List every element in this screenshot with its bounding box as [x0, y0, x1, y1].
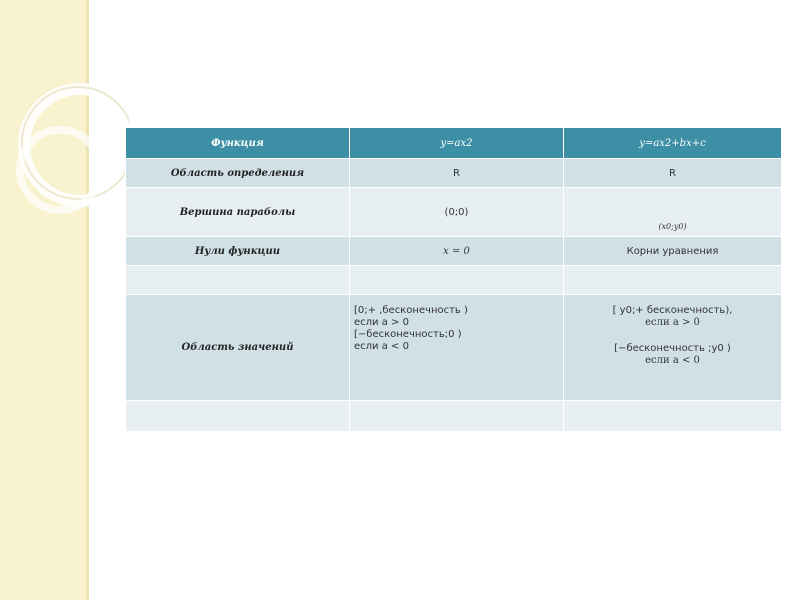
- cell-range-c2: [564, 295, 782, 401]
- table-row: [126, 159, 782, 188]
- range-c2-line: если a > 0: [645, 317, 700, 328]
- range-c2-line: [ y0;+ бесконечность),: [612, 305, 733, 316]
- row-label-vertex: Вершина параболы: [126, 188, 350, 237]
- row-label-domain: Область определения: [126, 159, 350, 188]
- decorative-rings-icon: [0, 0, 130, 260]
- comparison-table: [125, 127, 781, 432]
- range-c2-line: [−бесконечность ;y0 ): [614, 343, 731, 354]
- empty-cell: [350, 266, 564, 295]
- table-row: [126, 237, 782, 266]
- cell-zeros-c1: x = 0: [350, 237, 564, 266]
- table-header-row: [126, 128, 782, 159]
- empty-cell: [564, 401, 782, 432]
- empty-cell: [126, 266, 350, 295]
- table-row: [126, 266, 782, 295]
- table-row: [126, 401, 782, 432]
- cell-domain-c2: R: [564, 159, 782, 188]
- vertex-c2-text: (x0;y0): [658, 222, 687, 231]
- range-c1-line: [−бесконечность;0 ): [354, 329, 462, 340]
- cell-domain-c1: R: [350, 159, 564, 188]
- header-y-ax2-bx-c: y=ax2+bx+c: [564, 128, 782, 159]
- cell-vertex-c2: [564, 188, 782, 237]
- empty-cell: [126, 401, 350, 432]
- range-c1-line: [0;+ ,бесконечность ): [354, 305, 468, 316]
- table-row: [126, 295, 782, 401]
- cell-zeros-c2: Корни уравнения: [564, 237, 782, 266]
- range-c2-block-b: [568, 343, 777, 367]
- header-function: Функция: [126, 128, 350, 159]
- cell-vertex-c1: (0;0): [350, 188, 564, 237]
- range-c2-block-a: [568, 305, 777, 329]
- row-label-range: Область значений: [126, 295, 350, 401]
- range-c1-line: если а > 0: [354, 317, 409, 328]
- empty-cell: [350, 401, 564, 432]
- cell-range-c1: [350, 295, 564, 401]
- empty-cell: [564, 266, 782, 295]
- range-c1-line: если а < 0: [354, 341, 409, 352]
- table-row: [126, 188, 782, 237]
- row-label-zeros: Нули функции: [126, 237, 350, 266]
- header-y-ax2: y=ax2: [350, 128, 564, 159]
- range-c2-line: если a < 0: [645, 355, 700, 366]
